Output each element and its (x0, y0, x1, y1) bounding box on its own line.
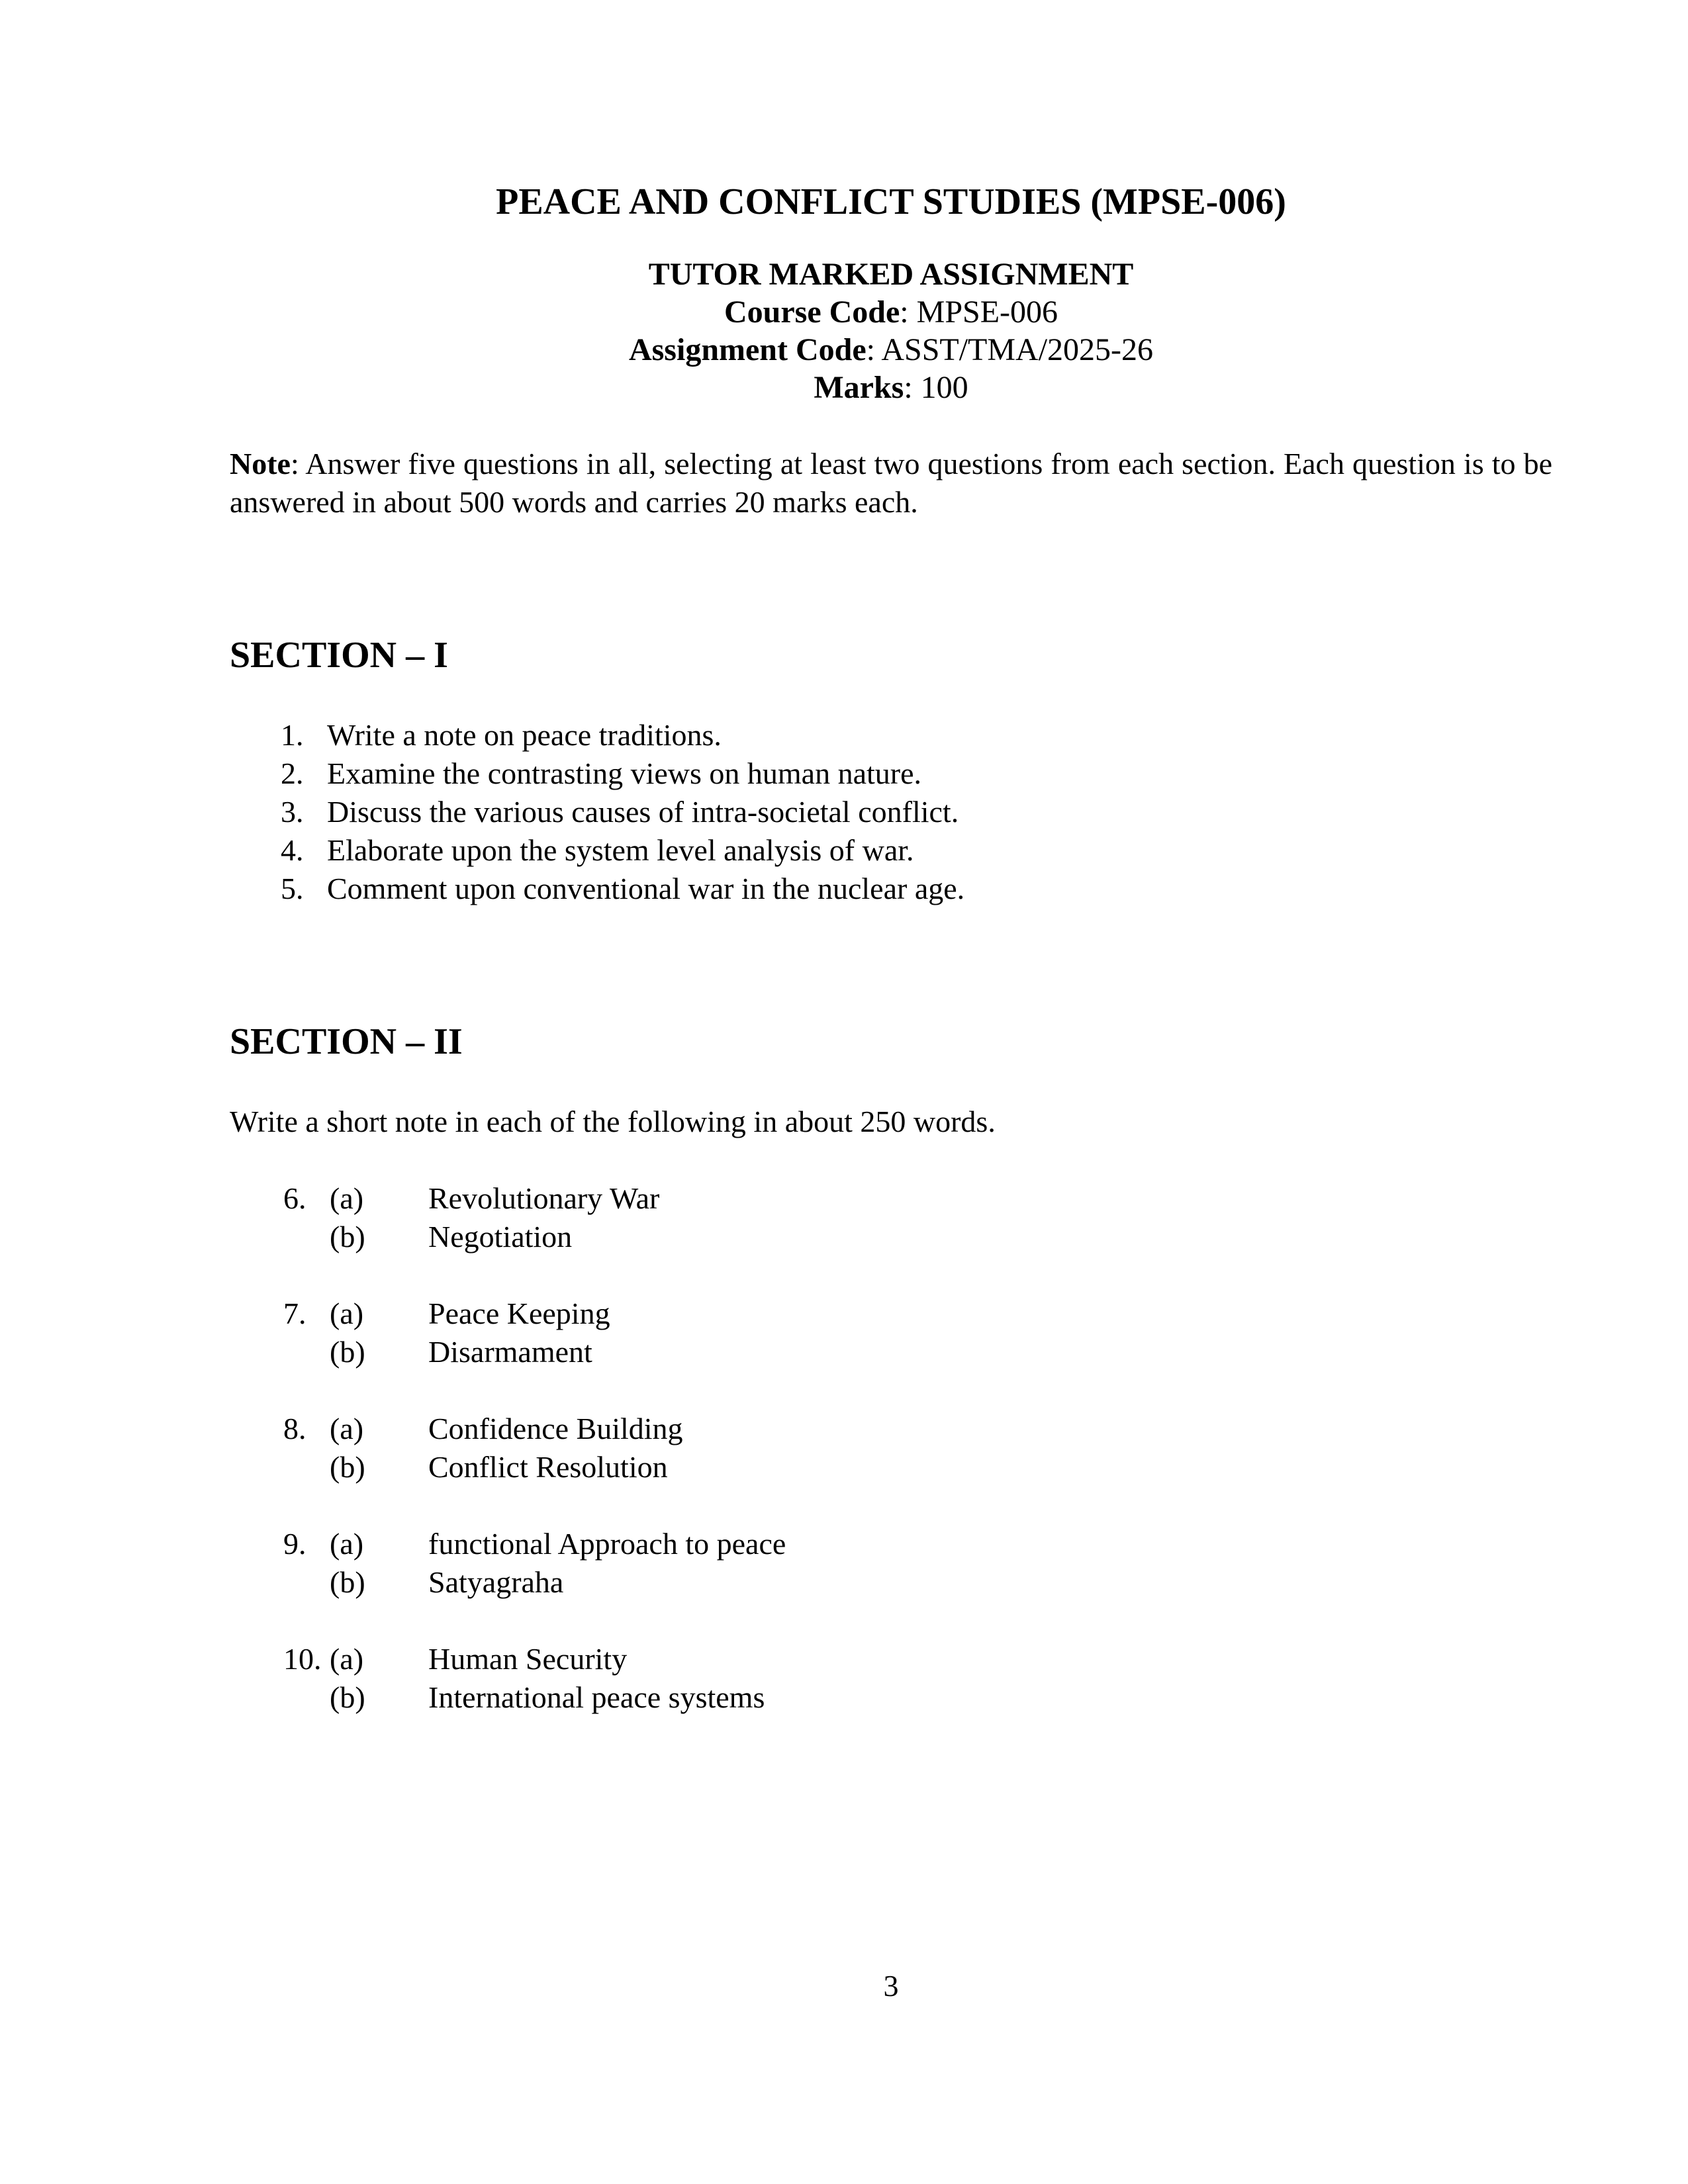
question-item (283, 1640, 1552, 1717)
sub-question-text-b: Satyagraha (428, 1565, 564, 1599)
sub-question-text-a: Revolutionary War (428, 1181, 660, 1215)
assignment-type: TUTOR MARKED ASSIGNMENT (648, 257, 1134, 292)
marks-label: Marks (814, 370, 904, 405)
question-number: 10. (283, 1642, 322, 1676)
instructions-note (230, 445, 1552, 522)
sub-question-label-a: (a) (330, 1527, 364, 1561)
question-number: 4. (281, 833, 304, 867)
course-code-label: Course Code (724, 295, 900, 330)
sub-question-label-a: (a) (330, 1412, 364, 1445)
question-item (283, 1525, 1552, 1602)
marks-line (230, 369, 1552, 406)
section-1-heading: SECTION – I (230, 635, 448, 676)
sub-question-text-b: International peace systems (428, 1680, 765, 1714)
question-text: Write a note on peace traditions. (327, 718, 722, 752)
sub-question-text-b: Disarmament (428, 1335, 592, 1369)
sub-question-label-b: (b) (330, 1565, 365, 1599)
question-number: 6. (283, 1181, 306, 1215)
question-item (281, 870, 1552, 908)
sub-question-label-a: (a) (330, 1297, 364, 1330)
question-item (281, 793, 1552, 831)
document-title: PEACE AND CONFLICT STUDIES (MPSE-006) (496, 181, 1286, 222)
question-item (283, 1410, 1552, 1486)
question-text: Examine the contrasting views on human nature. (327, 756, 922, 790)
section-2-heading: SECTION – II (230, 1021, 463, 1062)
assignment-code-value: : ASST/TMA/2025-26 (866, 332, 1154, 367)
question-number: 3. (281, 795, 304, 829)
page-number: 3 (883, 1969, 899, 2003)
sub-question-text-a: Peace Keeping (428, 1297, 610, 1330)
question-number: 9. (283, 1527, 306, 1561)
sub-question-text-a: Confidence Building (428, 1412, 683, 1445)
question-text: Comment upon conventional war in the nuclear age. (327, 872, 965, 905)
course-code-value: : MPSE-006 (900, 295, 1058, 330)
sub-question-label-b: (b) (330, 1335, 365, 1369)
question-item (281, 716, 1552, 754)
sub-question-text-b: Negotiation (428, 1220, 573, 1253)
marks-value: : 100 (904, 370, 968, 405)
question-number: 1. (281, 718, 304, 752)
question-text: Elaborate upon the system level analysis of war. (327, 833, 914, 867)
sub-question-label-a: (a) (330, 1181, 364, 1215)
note-label: Note (230, 447, 291, 480)
question-item (283, 1295, 1552, 1371)
sub-question-text-a: functional Approach to peace (428, 1527, 786, 1561)
section-2-question-list (283, 1179, 1552, 1717)
sub-question-text-b: Conflict Resolution (428, 1450, 668, 1484)
header-meta-block (230, 255, 1552, 406)
sub-question-label-b: (b) (330, 1680, 365, 1714)
note-text: : Answer five questions in all, selecting at least two questions from each section. Each question is to be answered in about 500 words and carries 20 marks each. (230, 447, 1552, 519)
question-item (281, 831, 1552, 870)
course-code-line (230, 293, 1552, 331)
assignment-code-label: Assignment Code (628, 332, 867, 367)
question-number: 7. (283, 1297, 306, 1330)
question-item (283, 1179, 1552, 1256)
question-number: 5. (281, 872, 304, 905)
question-item (281, 754, 1552, 793)
question-number: 8. (283, 1412, 306, 1445)
assignment-type-line (230, 255, 1552, 293)
sub-question-label-a: (a) (330, 1642, 364, 1676)
question-number: 2. (281, 756, 304, 790)
sub-question-label-b: (b) (330, 1220, 365, 1253)
section-2-intro: Write a short note in each of the following in about 250 words. (230, 1105, 996, 1138)
question-text: Discuss the various causes of intra-societal conflict. (327, 795, 959, 829)
sub-question-label-b: (b) (330, 1450, 365, 1484)
section-1-question-list (281, 716, 1552, 908)
assignment-code-line (230, 331, 1552, 369)
sub-question-text-a: Human Security (428, 1642, 628, 1676)
